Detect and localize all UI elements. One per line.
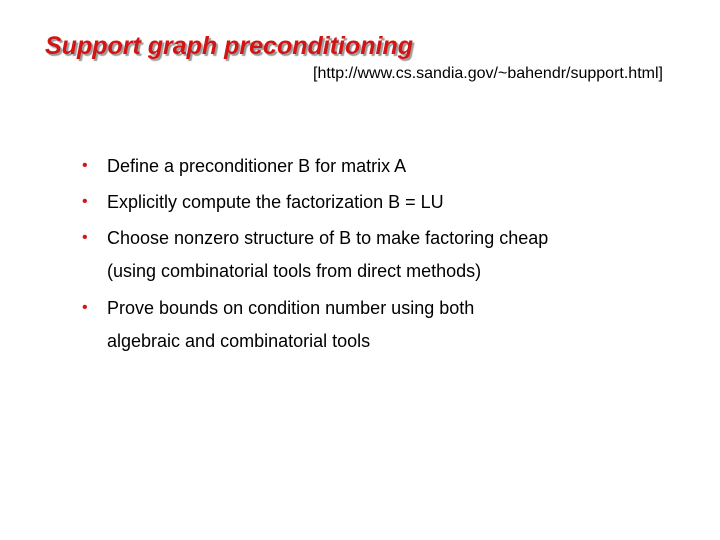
bullet-item-compute-factorization bbox=[82, 189, 702, 215]
bullet-marker-icon: • bbox=[82, 157, 88, 174]
slide-title: Support graph preconditioning bbox=[45, 32, 414, 60]
bullet-text: Choose nonzero structure of B to make factoring cheap bbox=[107, 228, 549, 248]
bullet-text-continuation: algebraic and combinatorial tools bbox=[107, 331, 371, 351]
bullet-item-define-preconditioner bbox=[82, 153, 702, 179]
bullet-text: Explicitly compute the factorization B = LU bbox=[107, 192, 444, 212]
bullet-text: Define a preconditioner B for matrix A bbox=[107, 156, 407, 176]
source-url: [http://www.cs.sandia.gov/~bahendr/support.html] bbox=[313, 65, 663, 82]
bullet-marker-icon: • bbox=[82, 229, 88, 246]
bullet-item-choose-structure bbox=[82, 225, 702, 284]
bullet-marker-icon: • bbox=[82, 193, 88, 210]
bullet-marker-icon: • bbox=[82, 299, 88, 316]
bullet-text-continuation: (using combinatorial tools from direct methods) bbox=[107, 261, 482, 281]
bullet-list bbox=[82, 153, 702, 364]
bullet-item-prove-bounds bbox=[82, 295, 702, 354]
bullet-text: Prove bounds on condition number using both bbox=[107, 298, 475, 318]
